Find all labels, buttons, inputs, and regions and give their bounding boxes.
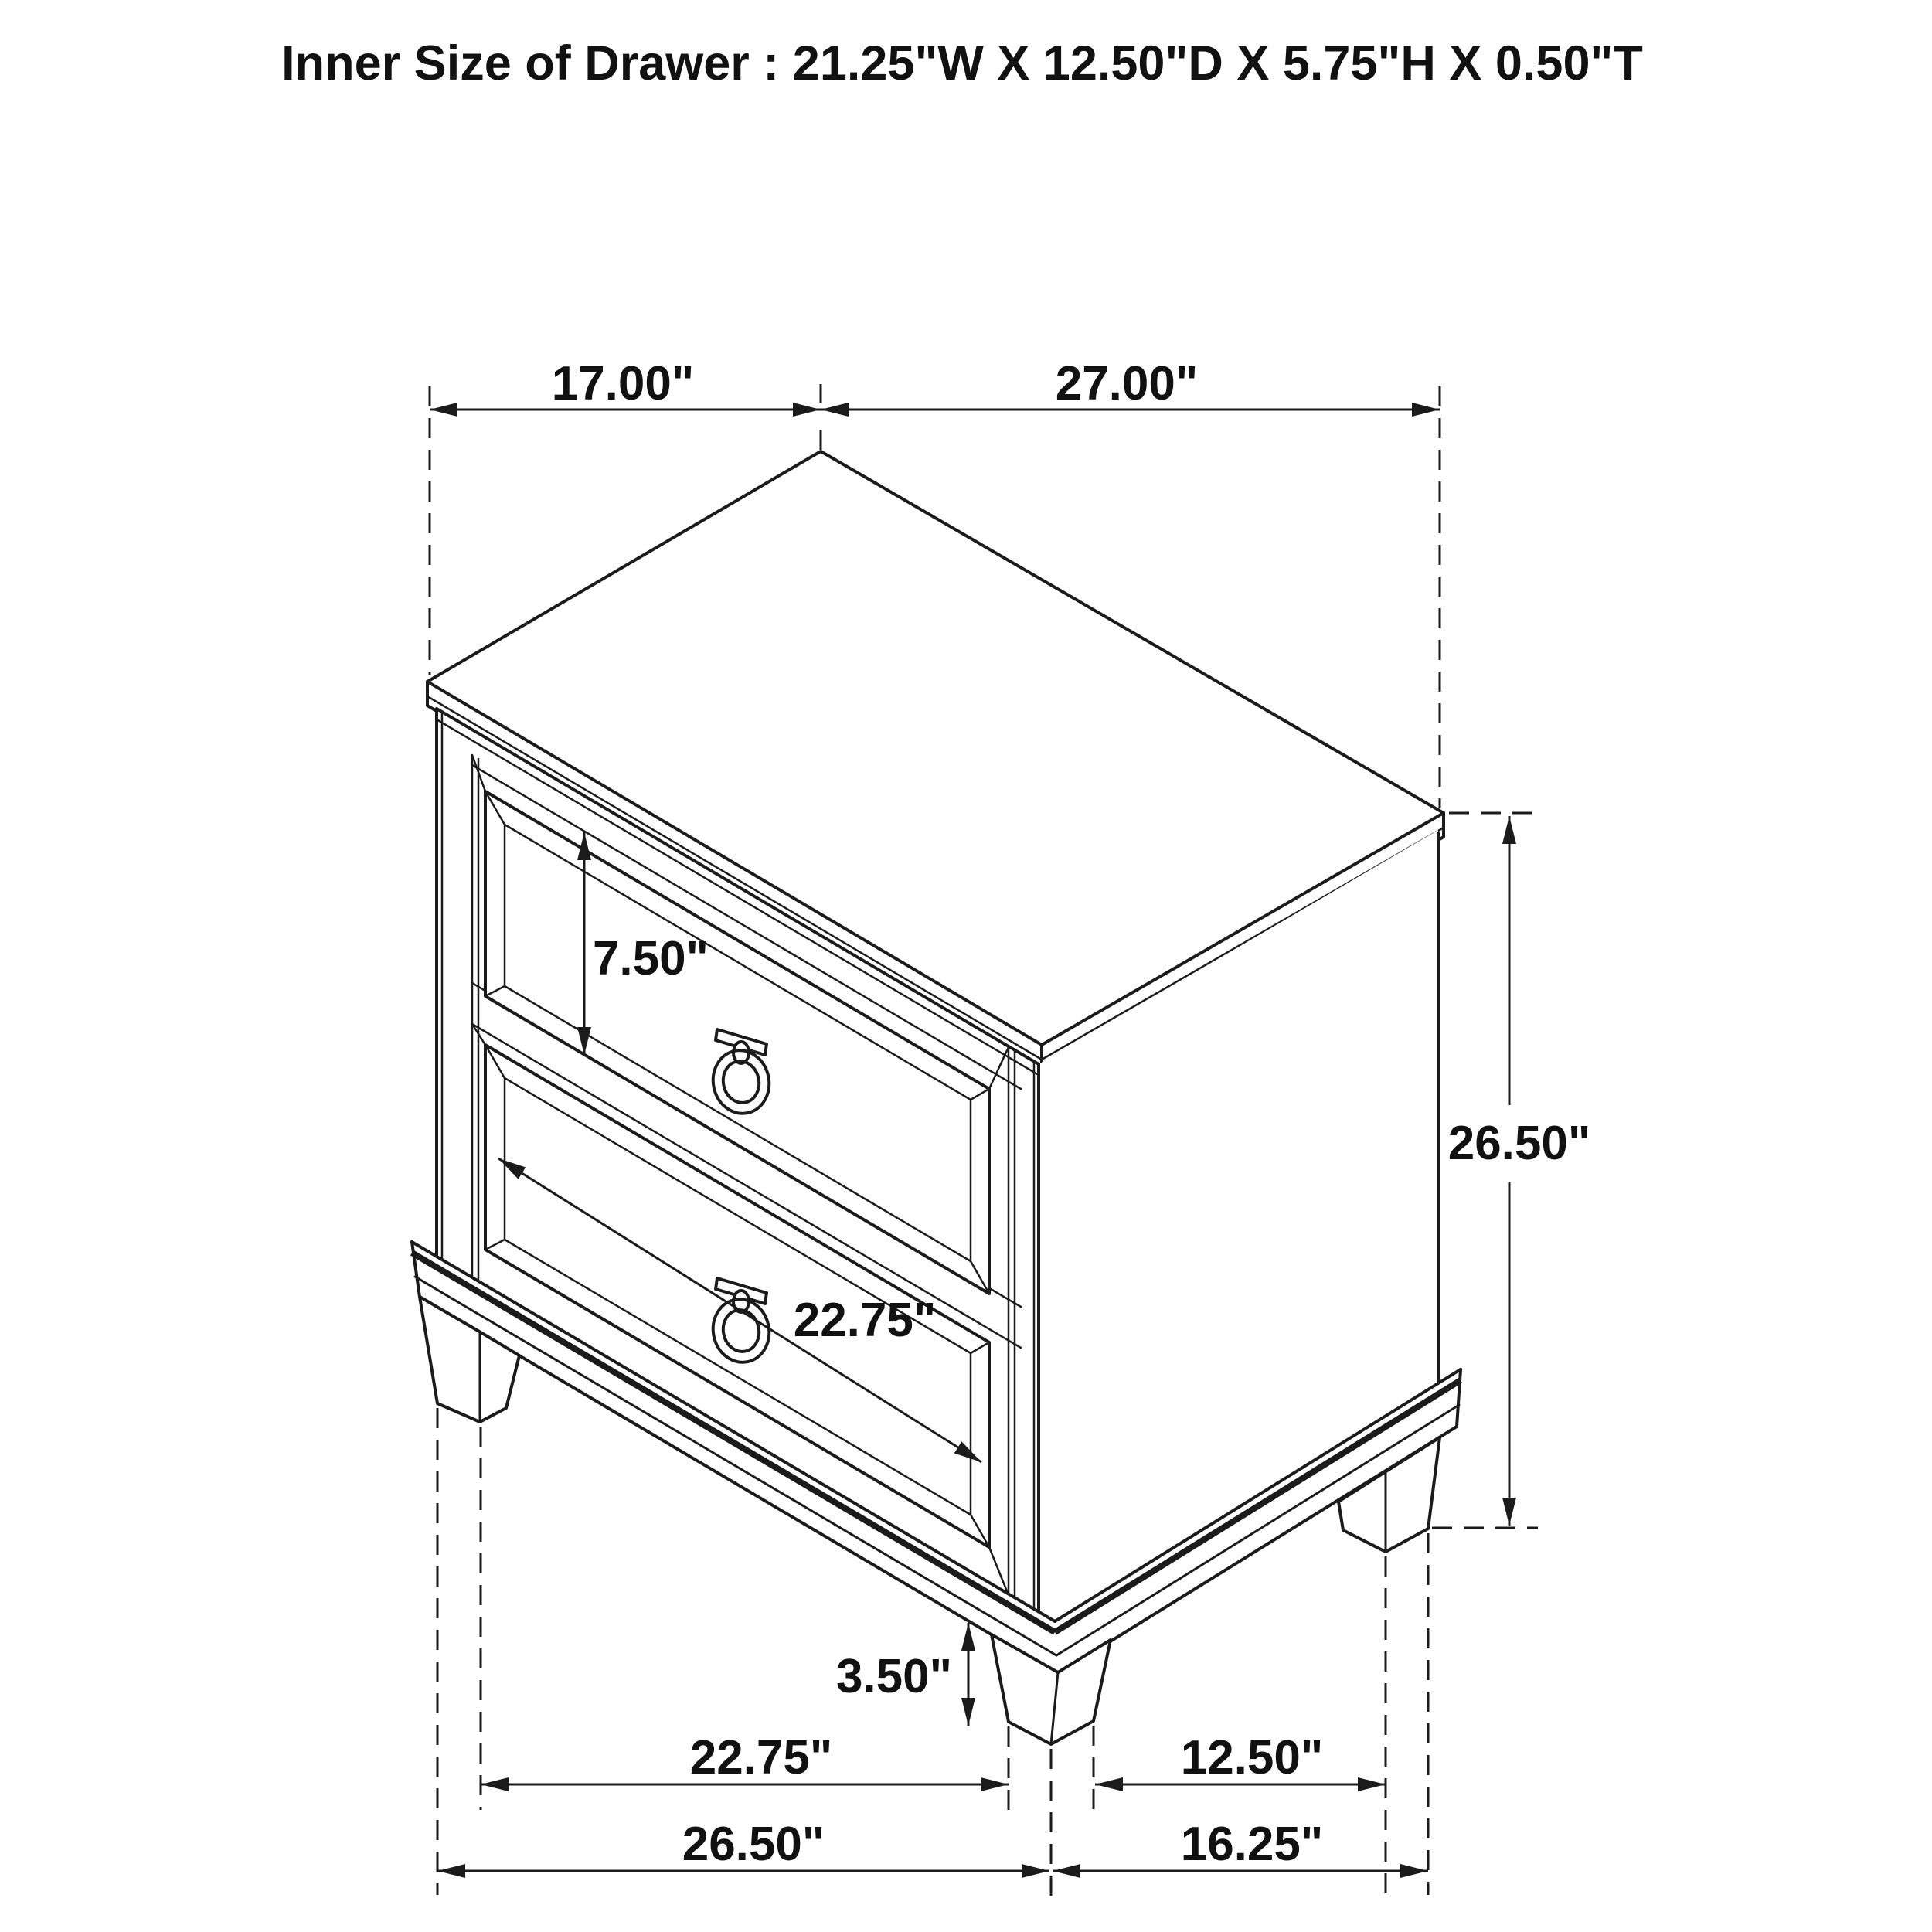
dimension-top-span-left (430, 357, 821, 410)
drawing-title: Inner Size of Drawer : 21.25"W X 12.50"D X 5.75"H X 0.50"T (281, 36, 1643, 90)
dimension-front-leg-gap (481, 1731, 1009, 1784)
dim-label-top-span-left: 17.00" (551, 357, 695, 410)
dim-label-base-depth: 16.25" (1180, 1818, 1324, 1871)
dimension-side-leg-gap (1095, 1731, 1386, 1784)
dim-label-drawer-height: 7.50" (592, 932, 709, 985)
dim-label-overall-height: 26.50" (1447, 1117, 1591, 1170)
dimension-base-width (437, 1818, 1049, 1871)
dim-label-top-span-right: 27.00" (1055, 357, 1199, 410)
dim-label-drawer-front-width: 22.75" (793, 1294, 937, 1347)
dimension-leg-height (836, 1623, 968, 1726)
dim-label-front-leg-gap: 22.75" (689, 1731, 833, 1784)
dimension-overall-height (1448, 816, 1591, 1526)
dimension-base-depth (1053, 1818, 1428, 1871)
dimension-top-span-right (821, 357, 1440, 410)
dim-label-leg-height: 3.50" (835, 1650, 953, 1703)
dim-label-side-leg-gap: 12.50" (1180, 1731, 1324, 1784)
nightstand-drawing (412, 451, 1461, 1744)
dim-label-base-width: 26.50" (682, 1818, 825, 1871)
